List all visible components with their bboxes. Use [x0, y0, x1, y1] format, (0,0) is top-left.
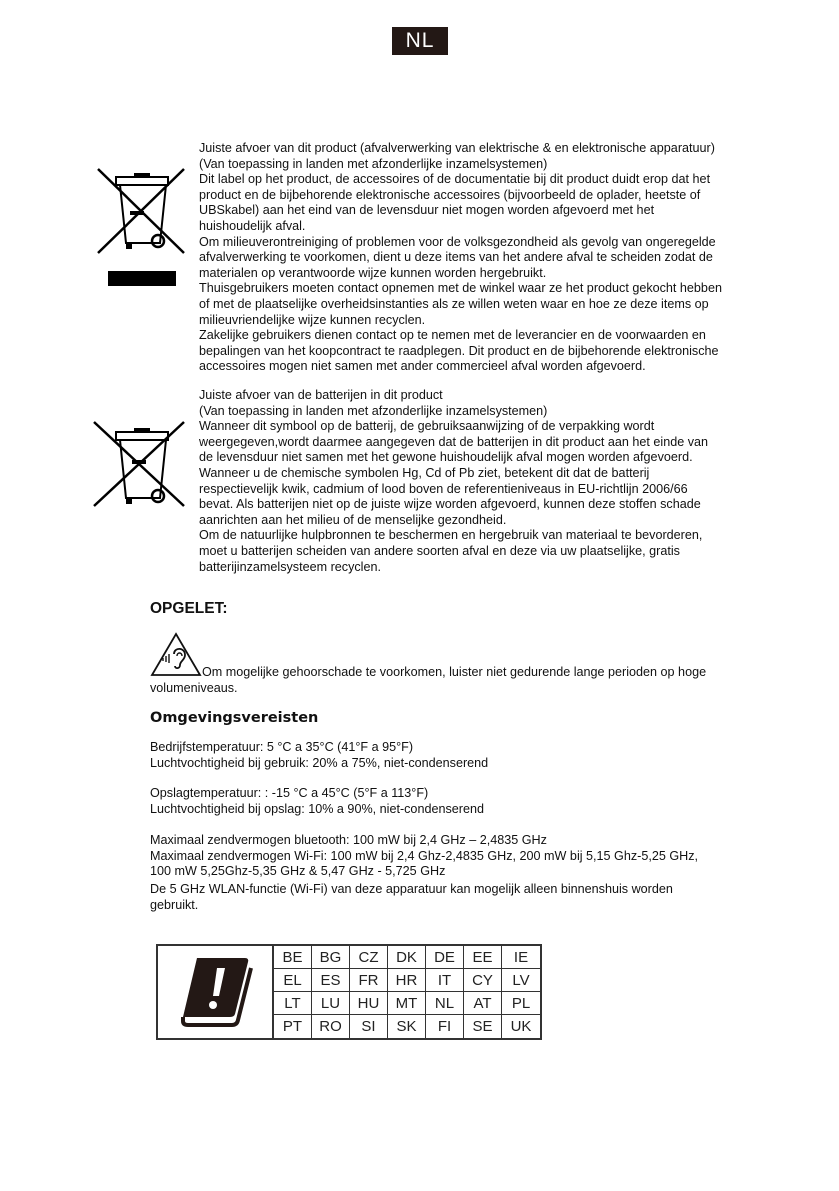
- country-code: FR: [350, 969, 388, 992]
- battery-line: de levensduur niet samen met het gewone huishoudelijk afval mogen worden afgevoerd.: [199, 450, 693, 465]
- country-code: EE: [464, 946, 502, 969]
- storage-humidity: Luchtvochtigheid bij opslag: 10% a 90%, niet-condenserend: [150, 801, 484, 816]
- country-code: CY: [464, 969, 502, 992]
- country-code: LV: [502, 969, 540, 992]
- weee-line: Juiste afvoer van dit product (afvalverwerking van elektrische & en elektronische apparatuur): [199, 141, 715, 155]
- battery-line: aanrichten aan het milieu of de menselijke gezondheid.: [199, 512, 507, 527]
- bluetooth-power: Maximaal zendvermogen bluetooth: 100 mW bij 2,4 GHz – 2,4835 GHz: [150, 833, 547, 847]
- weee-line: Zakelijke gebruikers dienen contact op te nemen met de leverancier en de voorwaarden en: [199, 328, 706, 343]
- language-badge: NL: [392, 27, 448, 55]
- country-code: DE: [426, 946, 464, 969]
- battery-line: (Van toepassing in landen met afzonderlijke inzamelsystemen): [199, 403, 548, 418]
- country-code: IT: [426, 969, 464, 992]
- weee-line: Dit label op het product, de accessoires of de documentatie bij dit product duidt erop dat het: [199, 172, 711, 187]
- battery-line: moet u batterijen scheiden van andere soorten afval en deze via uw plaatselijke, gratis: [199, 543, 680, 558]
- battery-line: Om de natuurlijke hulpbronnen te beschermen en hergebruik van materiaal te bevorderen,: [199, 528, 703, 543]
- caution-heading: OPGELET:: [150, 600, 228, 617]
- operating-humidity: Luchtvochtigheid bij gebruik: 20% a 75%, niet-condenserend: [150, 755, 489, 770]
- country-restriction-table: [156, 944, 542, 1040]
- wifi-power-cont: 100 mW 5,25Ghz-5,35 GHz & 5,47 GHz - 5,725 GHz: [150, 864, 446, 879]
- country-code: HU: [350, 992, 388, 1015]
- country-code: RO: [312, 1015, 350, 1038]
- country-code: BG: [312, 946, 350, 969]
- storage-temperature: Opslagtemperatuur: : -15 °C a 45°C (5°F a 113°F): [150, 786, 429, 800]
- weee-line: Thuisgebruikers moeten contact opnemen met de winkel waar ze het product gekocht hebben: [199, 281, 722, 296]
- country-code: EL: [274, 969, 312, 992]
- country-code: FI: [426, 1015, 464, 1038]
- weee-line: of met de plaatselijke overheidsinstanties als ze willen weten waar en hoe ze deze items op: [199, 296, 709, 311]
- separate-collection-bar: [108, 271, 176, 286]
- country-code: SE: [464, 1015, 502, 1038]
- country-code: PL: [502, 992, 540, 1015]
- battery-line: Wanneer dit symbool op de batterij, de gebruiksaanwijzing of de verpakking wordt: [199, 419, 655, 434]
- crossed-out-wheelie-bin-icon: [96, 167, 188, 257]
- country-code: SI: [350, 1015, 388, 1038]
- country-code-grid: [274, 946, 540, 1038]
- hearing-warning-line: Om mogelijke gehoorschade te voorkomen, luister niet gedurende lange perioden op hoge: [202, 665, 707, 679]
- weee-line: huishoudelijk afval.: [199, 218, 306, 233]
- country-code: LU: [312, 992, 350, 1015]
- hearing-warning-line: volumeniveaus.: [150, 681, 238, 695]
- country-code: HR: [388, 969, 426, 992]
- country-code: MT: [388, 992, 426, 1015]
- country-code: PT: [274, 1015, 312, 1038]
- country-code: NL: [426, 992, 464, 1015]
- weee-line: UBSkabel) aan het eind van de levensduur niet mogen worden afgevoerd met het: [199, 203, 655, 218]
- environment-heading: Omgevingsvereisten: [150, 710, 319, 726]
- weee-line: bepalingen van het koopcontract te raadplegen. Dit product en de bijbehorende elektronische: [199, 343, 719, 358]
- country-code: CZ: [350, 946, 388, 969]
- weee-line: Om milieuverontreiniging of problemen voor de volksgezondheid als gevolg van ongeregelde: [199, 234, 716, 249]
- country-code: SK: [388, 1015, 426, 1038]
- weee-line: product en de bijbehorende elektronische accessoires (bijvoorbeeld de oplader, heetste of: [199, 187, 701, 202]
- battery-line: weergegeven,wordt daarmee aangegeven dat de batterijen in dit product aan het einde van: [199, 434, 709, 449]
- battery-line: Wanneer u de chemische symbolen Hg, Cd of Pb ziet, betekent dit dat de batterij: [199, 465, 650, 480]
- operating-conditions: [150, 740, 488, 771]
- crossed-out-battery-bin-icon: [92, 420, 188, 510]
- country-code: IE: [502, 946, 540, 969]
- battery-disposal-text: [199, 388, 708, 575]
- manual-warning-book-icon: [175, 954, 255, 1030]
- country-code: LT: [274, 992, 312, 1015]
- wlan-note: [150, 882, 673, 913]
- country-code: BE: [274, 946, 312, 969]
- wifi-power: Maximaal zendvermogen Wi-Fi: 100 mW bij 2,4 Ghz-2,4835 GHz, 200 mW bij 5,15 Ghz-5,25 GHz,: [150, 848, 699, 863]
- weee-line: afvalverwerking te voorkomen, dient u deze items van het andere afval te scheiden zodat de: [199, 250, 713, 265]
- wlan-note-line: gebruikt.: [150, 897, 199, 912]
- country-code: DK: [388, 946, 426, 969]
- hearing-warning-text: [150, 664, 706, 696]
- weee-disposal-text: [199, 141, 722, 375]
- country-code: ES: [312, 969, 350, 992]
- operating-temperature: Bedrijfstemperatuur: 5 °C a 35°C (41°F a 95°F): [150, 740, 414, 754]
- weee-line: materialen op verantwoorde wijze kunnen worden hergebruikt.: [199, 265, 547, 280]
- radio-specs: [150, 833, 698, 880]
- wlan-note-line: De 5 GHz WLAN-functie (Wi-Fi) van deze apparatuur kan mogelijk alleen binnenshuis worden: [150, 882, 673, 896]
- battery-line: bevat. Als batterijen niet op de juiste wijze worden afgevoerd, kunnen deze stoffen schade: [199, 497, 701, 512]
- country-code: UK: [510, 1018, 532, 1035]
- country-code: AT: [464, 992, 502, 1015]
- battery-line: respectievelijk kwik, cadmium of lood boven de referentieniveaus in EU-richtlijn 2006/66: [199, 481, 688, 496]
- battery-line: Juiste afvoer van de batterijen in dit product: [199, 388, 443, 402]
- weee-line: milieuvriendelijke wijze kunnen recyclen.: [199, 312, 426, 327]
- storage-conditions: [150, 786, 484, 817]
- weee-line: accessoires mogen niet samen met ander commercieel afval worden afgevoerd.: [199, 359, 646, 374]
- manual-icon-cell: [158, 946, 274, 1038]
- weee-line: (Van toepassing in landen met afzonderlijke inzamelsystemen): [199, 156, 548, 171]
- battery-line: batterijinzamelsysteem recyclen.: [199, 559, 381, 574]
